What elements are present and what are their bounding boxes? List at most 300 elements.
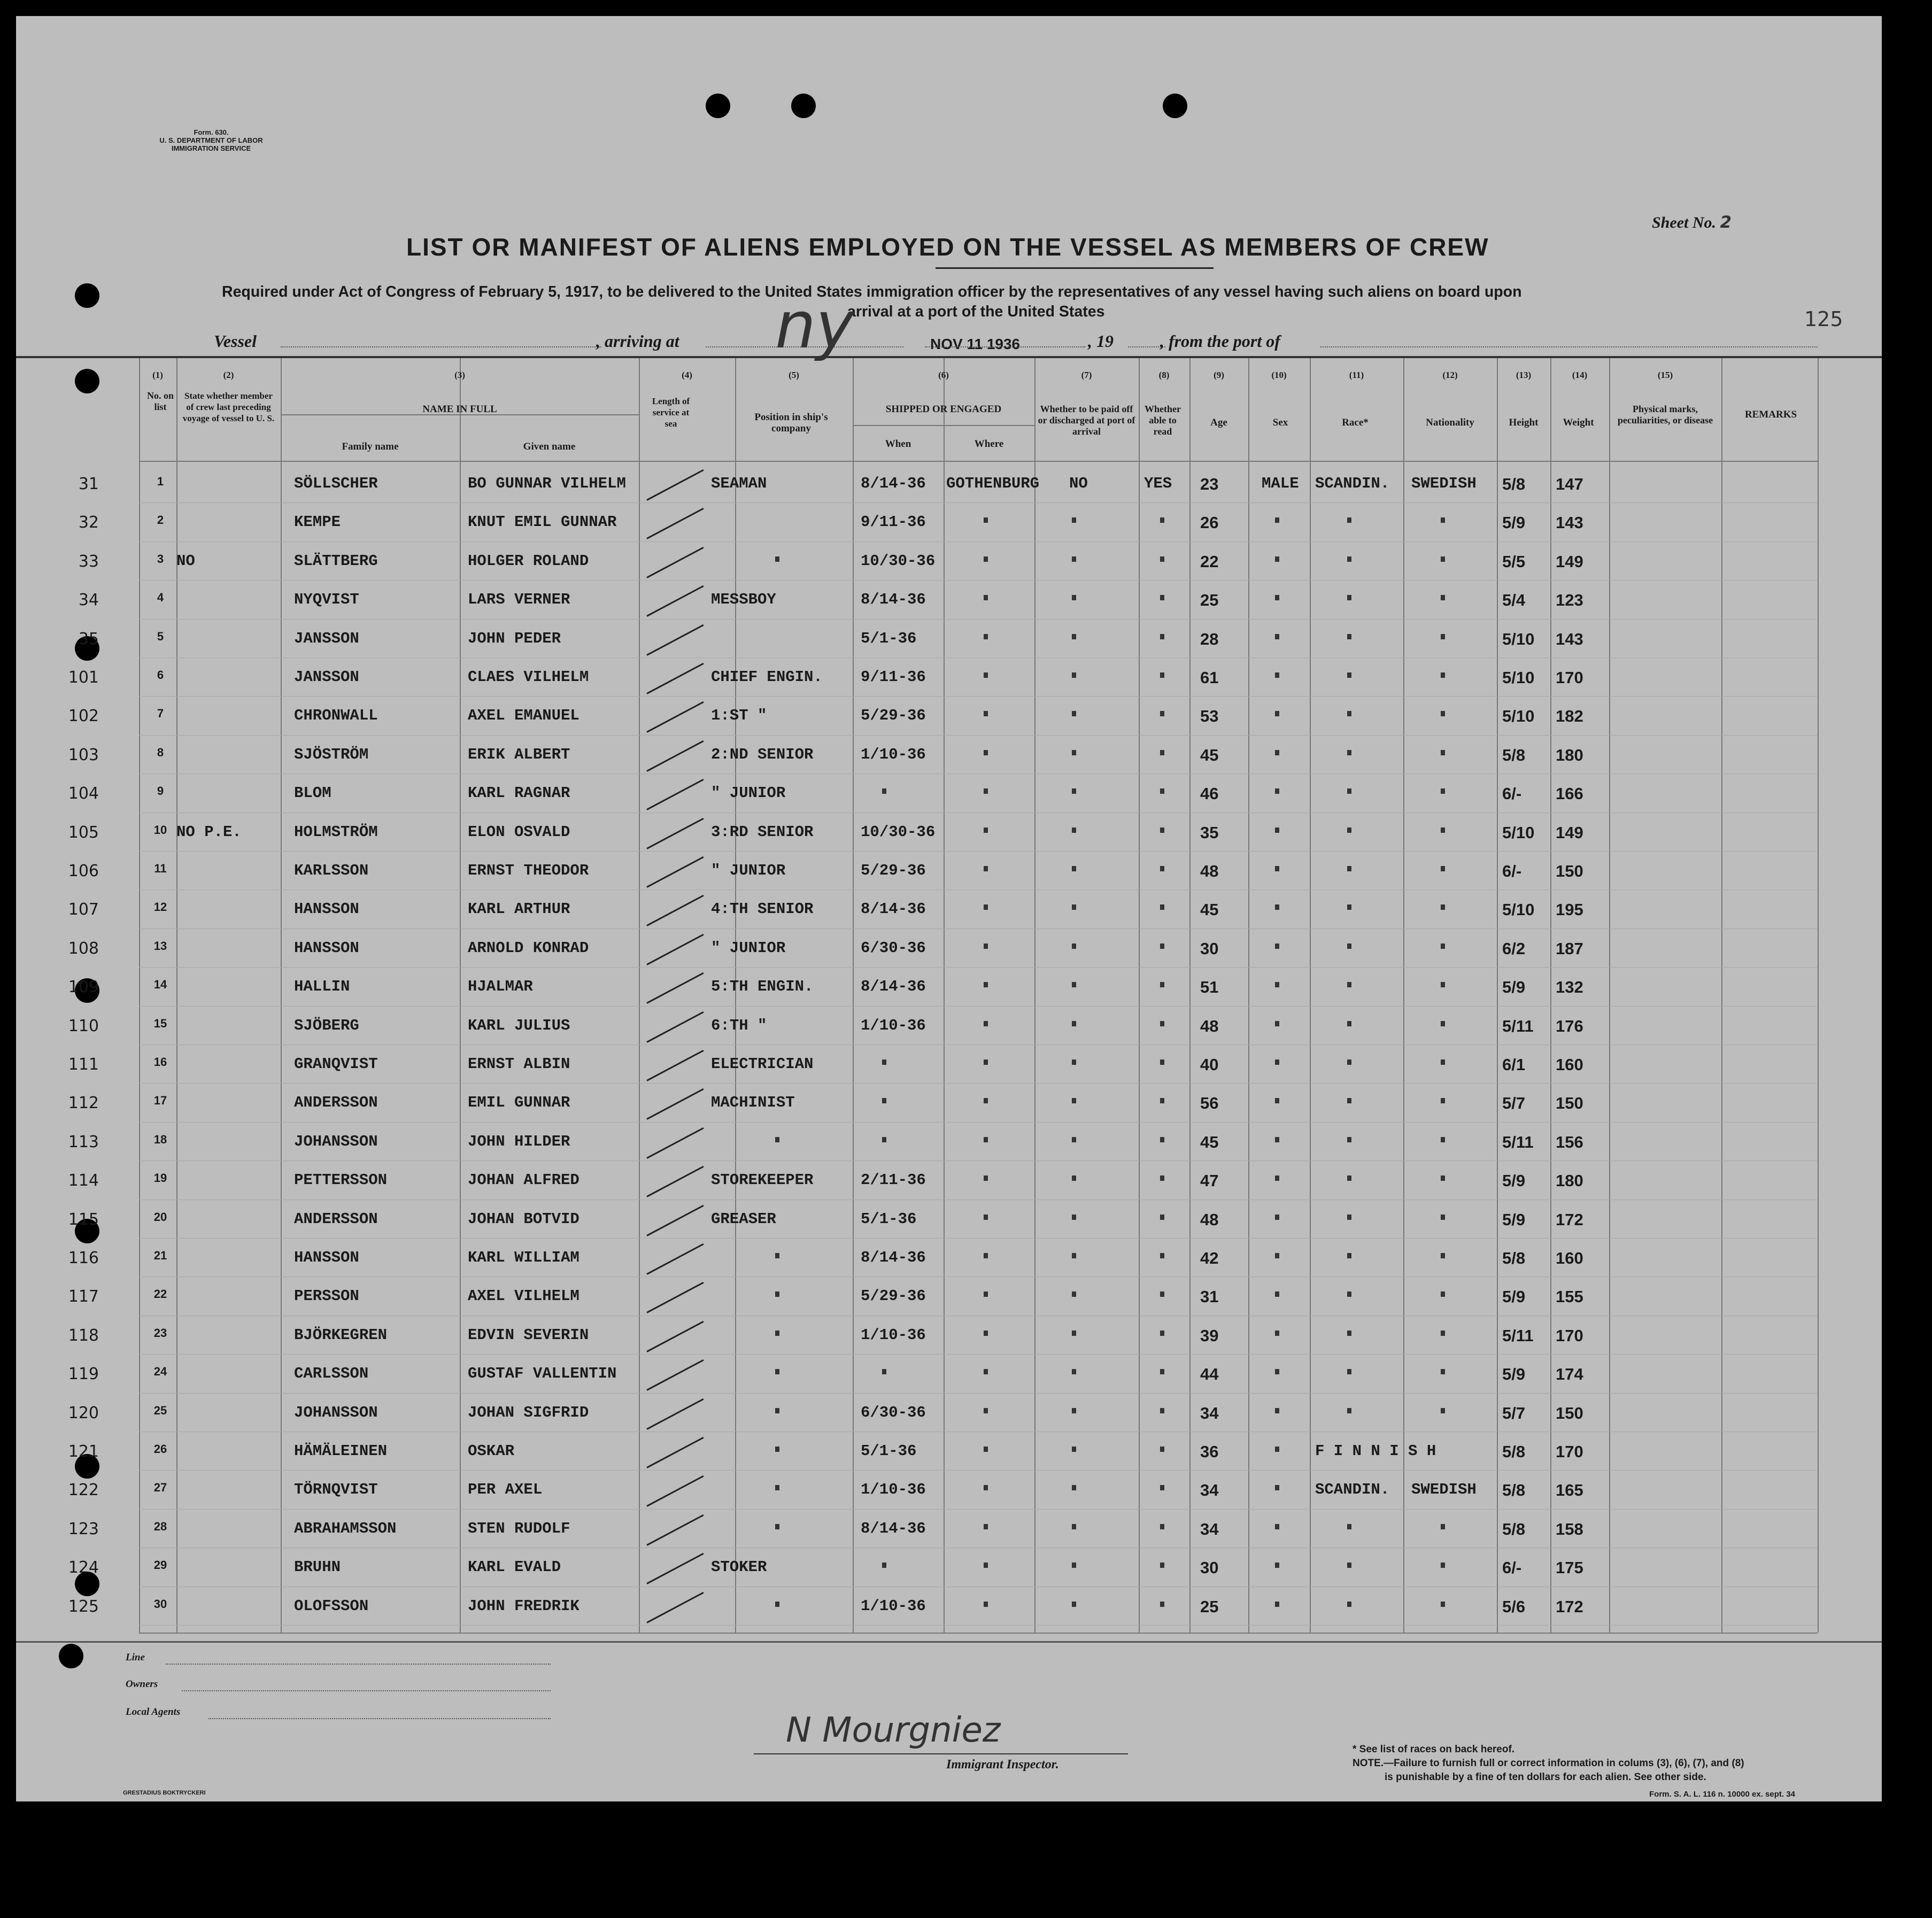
family-name: GRANQVIST [294, 1055, 378, 1073]
row-divider [139, 1354, 1818, 1355]
age: 22 [1200, 552, 1219, 571]
family-name: NYQVIST [294, 591, 359, 609]
margin-line-number: 107 [68, 900, 99, 919]
position: STOREKEEPER [711, 1171, 814, 1189]
ditto-mark [1275, 517, 1279, 523]
sex: MALE [1262, 475, 1299, 492]
ditto-mark [1347, 943, 1351, 949]
height: 5/11 [1502, 1016, 1534, 1035]
height: 5/8 [1502, 745, 1526, 764]
age: 34 [1200, 1519, 1219, 1538]
position: 1:ST " [711, 707, 767, 725]
subtitle-line-1: Required under Act of Congress of February 5, 1917, to be delivered to the United States immigration officer by the representatives of any vessel having such aliens on board upon [222, 283, 1522, 300]
ditto-mark [1347, 1021, 1351, 1026]
given-name: STEN RUDOLF [468, 1519, 570, 1537]
ditto-mark [1441, 711, 1445, 716]
ditto-mark [1347, 1331, 1351, 1336]
ditto-mark [1347, 711, 1351, 716]
shipped-when: 5/1-36 [861, 629, 917, 647]
given-name: JOHN FREDRIK [468, 1597, 579, 1615]
crew-state: NO P.E. [176, 823, 242, 841]
family-name: SLÄTTBERG [294, 552, 378, 570]
weight: 172 [1556, 1597, 1583, 1616]
service-check-mark [646, 585, 704, 617]
ditto-mark [1347, 750, 1351, 755]
header-age: Age [1210, 417, 1227, 428]
position: 5:TH ENGIN. [711, 978, 814, 996]
ditto-mark [1347, 982, 1351, 987]
shipped-when: 1/10-36 [861, 1016, 926, 1034]
family-name: ABRAHAMSSON [294, 1519, 397, 1537]
header-shipped-engaged: SHIPPED OR ENGAGED [885, 404, 1002, 415]
ditto-mark [1160, 827, 1164, 833]
service-check-mark [646, 817, 704, 849]
weight: 187 [1556, 939, 1583, 958]
row-number: 14 [153, 978, 167, 992]
margin-line-number: 112 [68, 1094, 99, 1113]
height: 5/10 [1502, 900, 1535, 919]
title-underline [936, 267, 1214, 269]
position: 4:TH SENIOR [711, 900, 814, 918]
given-name: KARL JULIUS [468, 1016, 570, 1034]
header-height: Height [1509, 417, 1539, 428]
service-check-mark [646, 508, 704, 539]
grid-column-line [853, 358, 854, 1633]
age: 48 [1200, 1016, 1219, 1035]
ditto-mark [1275, 634, 1279, 639]
ditto-mark [984, 1602, 988, 1607]
ditto-mark [1275, 1137, 1279, 1142]
height: 5/9 [1502, 978, 1526, 997]
column-number: (12) [1442, 370, 1458, 380]
header-position: Position in ship's company [754, 412, 828, 434]
ditto-mark [1441, 1369, 1445, 1374]
service-check-mark [646, 1050, 704, 1081]
grid-column-line [1248, 358, 1249, 1633]
age: 23 [1200, 475, 1219, 493]
ditto-mark [1275, 1253, 1279, 1258]
header-remarks: REMARKS [1744, 409, 1797, 420]
row-number: 21 [153, 1249, 167, 1262]
row-number: 17 [153, 1094, 167, 1108]
given-name: AXEL VILHELM [468, 1287, 579, 1305]
row-divider [139, 619, 1818, 620]
family-name: HANSSON [294, 900, 359, 918]
service-check-mark [646, 895, 704, 926]
ditto-mark [882, 1369, 886, 1374]
given-name: PER AXEL [468, 1481, 543, 1499]
ditto-mark [984, 595, 988, 600]
year-label: , 19 [1088, 331, 1114, 351]
position: " JUNIOR [711, 939, 786, 957]
race-note: * See list of races on back hereof. [1353, 1744, 1515, 1755]
ditto-mark [1072, 1369, 1076, 1374]
ditto-mark [775, 1524, 779, 1529]
punch-hole [706, 94, 730, 118]
given-name: JOHN HILDER [468, 1132, 570, 1150]
age: 48 [1200, 862, 1219, 880]
row-divider [139, 502, 1818, 503]
ditto-mark [1347, 1098, 1351, 1103]
ditto-mark [1160, 1021, 1164, 1026]
owners-field [182, 1690, 551, 1691]
row-divider [139, 696, 1818, 697]
ditto-mark [1441, 1215, 1445, 1220]
row-number: 5 [157, 629, 164, 643]
ditto-mark [1072, 904, 1076, 910]
column-number: (4) [682, 370, 692, 380]
ditto-mark [1072, 943, 1076, 949]
ditto-mark [1160, 1485, 1164, 1490]
weight: 175 [1556, 1558, 1583, 1577]
inspector-signature: N Mourgniez [786, 1711, 1001, 1750]
height: 6/2 [1502, 939, 1526, 958]
age: 61 [1200, 668, 1219, 687]
age: 44 [1200, 1365, 1219, 1384]
shipped-when: 8/14-36 [861, 978, 926, 996]
ditto-mark [1275, 1059, 1279, 1065]
given-name: HOLGER ROLAND [468, 552, 589, 570]
ditto-mark [1441, 982, 1445, 987]
service-check-mark [646, 779, 704, 810]
ditto-mark [1441, 904, 1445, 910]
page-number: 125 [1804, 307, 1843, 331]
age: 30 [1200, 1558, 1219, 1577]
date-field [925, 346, 1085, 347]
service-name: IMMIGRATION SERVICE [171, 144, 251, 152]
margin-line-number: 104 [68, 784, 99, 803]
family-name: CHRONWALL [294, 707, 378, 725]
header-race: Race* [1342, 417, 1369, 428]
ditto-mark [1072, 595, 1076, 600]
ditto-mark [984, 1175, 988, 1181]
position: 6:TH " [711, 1016, 767, 1034]
header-bottom-border [139, 461, 1818, 462]
family-name: HOLMSTRÖM [294, 823, 378, 841]
ditto-mark [1160, 1253, 1164, 1258]
ditto-mark [1072, 1175, 1076, 1181]
ditto-mark [1347, 517, 1351, 523]
ditto-mark [1275, 1369, 1279, 1374]
row-number: 16 [153, 1055, 167, 1069]
paid-off: NO [1069, 475, 1088, 492]
given-name: ERNST THEODOR [468, 862, 589, 879]
grid-column-line [1403, 358, 1404, 1633]
row-number: 1 [157, 475, 164, 488]
given-name: CLAES VILHELM [468, 668, 589, 686]
family-name: KARLSSON [294, 862, 369, 879]
weight: 123 [1556, 591, 1583, 610]
margin-line-number: 32 [78, 513, 99, 532]
ditto-mark [1275, 1291, 1279, 1297]
given-name: JOHAN BOTVID [468, 1210, 579, 1228]
row-divider [139, 735, 1818, 736]
age: 39 [1200, 1326, 1219, 1345]
row-number: 29 [153, 1558, 167, 1572]
ditto-mark [984, 1059, 988, 1065]
punch-hole [75, 283, 99, 308]
ditto-mark [1347, 1291, 1351, 1297]
ditto-mark [1072, 827, 1076, 833]
from-port-field [1320, 346, 1818, 347]
weight: 150 [1556, 1094, 1583, 1113]
family-name: JANSSON [294, 629, 359, 647]
ditto-mark [1160, 1331, 1164, 1336]
ditto-mark [1275, 711, 1279, 716]
row-number: 25 [153, 1403, 167, 1417]
ditto-mark [1072, 672, 1076, 678]
page-title: LIST OR MANIFEST OF ALIENS EMPLOYED ON THE VESSEL AS MEMBERS OF CREW [406, 233, 1489, 261]
ditto-mark [984, 556, 988, 562]
row-divider [139, 851, 1818, 852]
ditto-mark [1441, 1175, 1445, 1181]
ditto-mark [1072, 1602, 1076, 1607]
height: 5/9 [1502, 1171, 1526, 1190]
ditto-mark [984, 1369, 988, 1374]
margin-line-number: 108 [68, 939, 99, 958]
weight: 160 [1556, 1249, 1583, 1267]
department-name: U. S. DEPARTMENT OF LABOR [159, 136, 263, 144]
sheet-number-value: 2 [1720, 213, 1732, 232]
margin-line-number: 118 [68, 1326, 99, 1345]
weight: 182 [1556, 707, 1583, 726]
ditto-mark [1160, 1524, 1164, 1529]
height: 6/- [1502, 784, 1522, 803]
service-check-mark [646, 1398, 704, 1429]
age: 40 [1200, 1055, 1219, 1074]
ditto-mark [1441, 827, 1445, 833]
grid-column-line [1139, 358, 1140, 1633]
row-number: 7 [157, 707, 164, 721]
height: 5/9 [1502, 1210, 1526, 1229]
ditto-mark [1072, 711, 1076, 716]
given-name: ARNOLD KONRAD [468, 939, 589, 957]
ditto-mark [1441, 1137, 1445, 1142]
weight: 170 [1556, 1326, 1583, 1345]
given-name: ERNST ALBIN [468, 1055, 570, 1073]
shipped-when: 6/30-36 [861, 1403, 926, 1421]
height: 5/8 [1502, 475, 1526, 493]
inspector-label: Immigrant Inspector. [946, 1758, 1059, 1772]
arriving-value: ny [775, 289, 854, 363]
family-name: TÖRNQVIST [294, 1481, 378, 1499]
row-number: 15 [153, 1016, 167, 1030]
height: 5/11 [1502, 1132, 1534, 1151]
ditto-mark [1160, 1098, 1164, 1103]
given-name: KARL WILLIAM [468, 1249, 579, 1266]
service-check-mark [646, 1243, 704, 1275]
grid-column-line [176, 358, 177, 1633]
row-number: 3 [157, 552, 164, 566]
ditto-mark [1072, 1408, 1076, 1413]
service-check-mark [646, 1088, 704, 1120]
given-name: LARS VERNER [468, 591, 570, 609]
local-agents-label: Local Agents [126, 1706, 181, 1718]
ditto-mark [882, 1059, 886, 1065]
shipped-when: 1/10-36 [861, 1481, 926, 1499]
column-number: (14) [1572, 370, 1588, 380]
ditto-mark [1347, 556, 1351, 562]
age: 30 [1200, 939, 1219, 958]
grid-column-line [1721, 358, 1722, 1633]
ditto-mark [1275, 1524, 1279, 1529]
position: ELECTRICIAN [711, 1055, 814, 1073]
header-name-in-full: NAME IN FULL [422, 404, 497, 415]
punch-hole [75, 369, 99, 393]
given-name: HJALMAR [468, 978, 533, 996]
ditto-mark [1275, 750, 1279, 755]
ditto-mark [1275, 1175, 1279, 1181]
row-number: 27 [153, 1481, 167, 1495]
margin-line-number: 121 [68, 1442, 99, 1461]
height: 5/9 [1502, 1365, 1526, 1384]
name-divider [281, 414, 639, 415]
ditto-mark [1347, 1215, 1351, 1220]
age: 26 [1200, 513, 1219, 532]
service-check-mark [646, 701, 704, 733]
position: MESSBOY [711, 591, 776, 609]
ditto-mark [1160, 1447, 1164, 1452]
margin-line-number: 123 [68, 1519, 99, 1538]
age: 35 [1200, 823, 1219, 842]
crew-state: NO [176, 552, 195, 570]
family-name: SJÖBERG [294, 1016, 359, 1034]
shipped-when: 9/11-36 [861, 513, 926, 531]
ditto-mark [1441, 672, 1445, 678]
ditto-mark [1275, 982, 1279, 987]
grid-column-line [281, 358, 282, 1633]
grid-column-line [639, 358, 640, 1633]
family-name: PETTERSSON [294, 1171, 388, 1189]
ditto-mark [1347, 1253, 1351, 1258]
column-number: (6) [938, 370, 949, 380]
sheet-label: Sheet No. [1652, 214, 1716, 231]
height: 5/9 [1502, 1287, 1526, 1306]
ditto-mark [1160, 711, 1164, 716]
service-check-mark [646, 1321, 704, 1352]
shipped-when: 5/1-36 [861, 1210, 917, 1228]
column-number: (13) [1516, 370, 1532, 380]
service-check-mark [646, 1475, 704, 1507]
age: 47 [1200, 1171, 1219, 1190]
age: 53 [1200, 707, 1219, 726]
ditto-mark [984, 1331, 988, 1336]
ditto-mark [775, 1291, 779, 1297]
given-name: EDVIN SEVERIN [468, 1326, 589, 1344]
grid-column-line [1550, 358, 1551, 1633]
header-weight: Weight [1563, 417, 1594, 428]
given-name: JOHAN ALFRED [468, 1171, 579, 1189]
vessel-label: Vessel [214, 331, 257, 351]
age: 25 [1200, 591, 1219, 610]
punch-hole [59, 1644, 83, 1668]
from-port-label: , from the port of [1160, 331, 1280, 351]
shipped-when: 2/11-36 [861, 1171, 926, 1189]
age: 42 [1200, 1249, 1219, 1267]
row-number: 9 [157, 784, 164, 798]
grid-column-line [944, 358, 945, 1633]
row-divider [139, 1083, 1818, 1084]
ditto-mark [984, 1291, 988, 1297]
ditto-mark [984, 982, 988, 987]
height: 5/9 [1502, 513, 1526, 532]
margin-line-number: 116 [68, 1249, 99, 1267]
service-check-mark [646, 1591, 704, 1623]
weight: 156 [1556, 1132, 1583, 1151]
ditto-mark [1275, 1331, 1279, 1336]
ditto-mark [1160, 1602, 1164, 1607]
grid-column-line [139, 358, 140, 1633]
height: 5/10 [1502, 823, 1535, 842]
header-length-of-service: Length of service at sea [652, 396, 690, 429]
weight: 143 [1556, 513, 1583, 532]
column-number: (15) [1657, 370, 1673, 380]
ditto-mark [1441, 1331, 1445, 1336]
given-name: GUSTAF VALLENTIN [468, 1365, 617, 1383]
weight: 158 [1556, 1519, 1583, 1538]
shipped-when: 1/10-36 [861, 1326, 926, 1344]
grid-column-line [1310, 358, 1311, 1633]
margin-line-number: 106 [68, 862, 99, 880]
grid-column-line [1497, 358, 1498, 1633]
ditto-mark [984, 866, 988, 871]
margin-line-number: 31 [78, 475, 99, 493]
given-name: AXEL EMANUEL [468, 707, 579, 725]
weight: 155 [1556, 1287, 1583, 1306]
race: SCANDIN. [1315, 475, 1390, 492]
ditto-mark [882, 1098, 886, 1103]
given-name: ELON OSVALD [468, 823, 570, 841]
ditto-mark [1160, 1291, 1164, 1297]
service-check-mark [646, 1514, 704, 1546]
height: 6/- [1502, 862, 1522, 880]
ditto-mark [984, 1215, 988, 1220]
arrival-date: NOV 11 1936 [930, 336, 1021, 352]
ditto-mark [1275, 1602, 1279, 1607]
position: " JUNIOR [711, 784, 786, 802]
margin-line-number: 35 [78, 629, 99, 648]
ditto-mark [1275, 556, 1279, 562]
shipped-when: 1/10-36 [861, 1597, 926, 1615]
family-name: OLOFSSON [294, 1597, 369, 1615]
race: F I N N I S H [1315, 1442, 1436, 1460]
height: 5/8 [1502, 1249, 1526, 1267]
form-code: Form. S. A. L. 116 n. 10000 ex. sept. 34 [1649, 1790, 1795, 1799]
row-divider [139, 1625, 1818, 1626]
weight: 195 [1556, 900, 1583, 919]
table-top-border [16, 356, 1882, 358]
ditto-mark [1072, 1331, 1076, 1336]
ditto-mark [1275, 1447, 1279, 1452]
ditto-mark [1072, 1021, 1076, 1026]
weight: 160 [1556, 1055, 1583, 1074]
shipped-when: 8/14-36 [861, 591, 926, 609]
weight: 147 [1556, 475, 1583, 493]
column-number: (3) [454, 370, 465, 380]
ditto-mark [1160, 788, 1164, 794]
age: 34 [1200, 1481, 1219, 1500]
row-number: 4 [157, 591, 164, 605]
margin-line-number: 119 [68, 1365, 99, 1384]
service-check-mark [646, 547, 704, 578]
family-name: SÖLLSCHER [294, 475, 378, 492]
row-number: 22 [153, 1287, 167, 1301]
ditto-mark [1072, 866, 1076, 871]
ditto-mark [984, 1021, 988, 1026]
shipped-divider [853, 425, 1034, 426]
ditto-mark [1160, 1175, 1164, 1181]
shipped-when: 10/30-36 [861, 552, 936, 570]
